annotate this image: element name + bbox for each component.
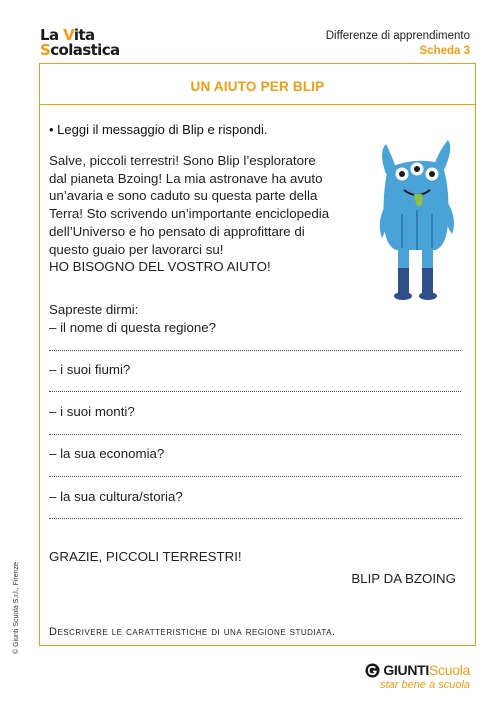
magazine-logo (40, 28, 120, 58)
subject-label: Differenze di apprendimento (325, 30, 470, 42)
giunti-g-icon (365, 663, 380, 678)
copyright-note: © Giunti Scuola S.r.l., Firenze (13, 562, 20, 654)
question-economy: – la sua economia? (49, 446, 165, 461)
logo-text: colastica (50, 41, 120, 59)
logo-text: La (40, 26, 64, 44)
alien-monster-icon (374, 134, 458, 302)
logo-text: ita (73, 26, 95, 44)
brand-tagline: star bene a scuola (380, 679, 470, 691)
message-line: HO BISOGNO DEL VOSTRO AIUTO! (49, 259, 271, 275)
message-line: Terra! Sto scrivendo un’importante enciclopedia (49, 206, 330, 222)
worksheet-title: UN AIUTO PER BLIP (190, 79, 325, 94)
answer-line[interactable] (49, 476, 461, 477)
question-intro: Sapreste dirmi: (49, 302, 139, 317)
question-rivers: – i suoi fiumi? (49, 362, 131, 377)
blip-message (49, 152, 369, 276)
signature: BLIP DA BZOING (351, 571, 456, 586)
answer-line[interactable] (49, 391, 461, 392)
thanks-line: GRAZIE, PICCOLI TERRESTRI! (49, 549, 242, 564)
header-info (326, 29, 470, 59)
message-line: questo guaio per lavorarci su! (49, 241, 224, 257)
message-line: un’avaria e sono caduto su questa parte della (49, 188, 318, 204)
question-region-name: – il nome di questa regione? (49, 320, 217, 335)
message-line: Salve, piccoli terrestri! Sono Blip l’esploratore (49, 153, 316, 168)
learning-goal: Descrivere le caratteristiche di una regione studiata. (49, 626, 336, 638)
title-divider (39, 104, 476, 105)
question-culture-history: – la sua cultura/storia? (49, 489, 183, 504)
logo-text: S (40, 41, 51, 59)
brand-name: Scuola (428, 662, 470, 678)
publisher-brand (365, 662, 470, 691)
sheet-number: Scheda 3 (419, 45, 470, 57)
message-line: dell’Universo e ho pensato di approfittare di (49, 223, 305, 239)
answer-line[interactable] (49, 518, 461, 519)
instruction: • Leggi il messaggio di Blip e rispondi. (49, 122, 268, 137)
logo-text: V (63, 26, 74, 44)
brand-name: GIUNTI (383, 662, 429, 678)
question-mountains: – i suoi monti? (49, 404, 135, 419)
message-line: dal pianeta Bzoing! La mia astronave ha avuto (49, 170, 323, 186)
answer-line[interactable] (49, 350, 461, 351)
answer-line[interactable] (49, 434, 461, 435)
